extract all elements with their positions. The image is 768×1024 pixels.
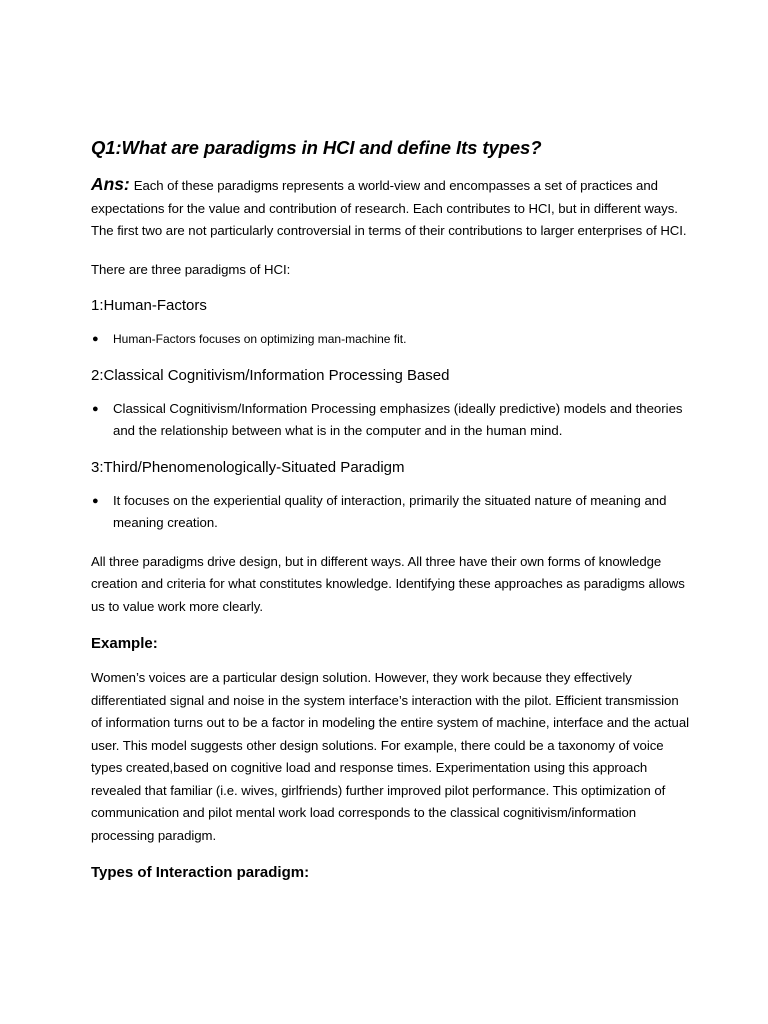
bullet-text: Human-Factors focuses on optimizing man-machine fit. xyxy=(113,332,407,346)
bullet-list-third-paradigm xyxy=(91,490,691,535)
answer-label: Ans: xyxy=(91,174,130,194)
bullet-list-human-factors xyxy=(91,328,691,351)
bullet-icon: ● xyxy=(92,402,99,415)
bullet-text: Classical Cognitivism/Information Processing emphasizes (ideally predictive) models and theories and the relationship between what is in the computer and in the human mind. xyxy=(113,400,683,438)
bullet-list-classical-cognitivism xyxy=(91,398,691,443)
list-item xyxy=(91,398,691,443)
list-item xyxy=(91,490,691,535)
answer-paragraph xyxy=(91,173,691,243)
types-heading: Types of Interaction paradigm: xyxy=(91,864,310,881)
question-heading: Q1:What are paradigms in HCI and define Its types? xyxy=(91,137,542,158)
section-heading-third-paradigm: 3:Third/Phenomenologically-Situated Paradigm xyxy=(91,458,405,476)
example-paragraph: Women’s voices are a particular design solution. However, they work because they effectively differentiated signal and noise in the system interface’s interaction with the pilot. Efficient transmission of information turns out to be a factor in modeling the entire system of machine, interface and the actual user. This model suggests other design solutions. For example, there could be a taxonomy of voice types created,based on cognitive load and response times. Experimentation using this approach revealed that familiar (i.e. wives, girlfriends) further improved pilot performance. This optimization of communication and pilot mental work load corresponds to the classical cognitivism/information processing paradigm. xyxy=(91,670,689,843)
bullet-icon: ● xyxy=(92,494,99,507)
example-heading: Example: xyxy=(91,635,158,652)
section-heading-classical-cognitivism: 2:Classical Cognitivism/Information Processing Based xyxy=(91,366,450,384)
bullet-text: It focuses on the experiential quality of interaction, primarily the situated nature of meaning and meaning creation. xyxy=(113,492,667,530)
paradigms-intro: There are three paradigms of HCI: xyxy=(91,261,291,277)
bullet-icon: ● xyxy=(92,333,99,345)
summary-paragraph: All three paradigms drive design, but in different ways. All three have their own forms of knowledge creation and criteria for what constitutes knowledge. Identifying these approaches as paradigms allows us to value work more clearly. xyxy=(91,553,685,614)
document-page xyxy=(91,136,691,896)
list-item xyxy=(91,328,691,351)
answer-text: Each of these paradigms represents a world-view and encompasses a set of practices and expectations for the value and contribution of research. Each contributes to HCI, but in different ways. The first two are not particularly controversial in terms of their contributions to larger enterprises of HCI. xyxy=(91,178,687,238)
section-heading-human-factors: 1:Human-Factors xyxy=(91,297,207,314)
